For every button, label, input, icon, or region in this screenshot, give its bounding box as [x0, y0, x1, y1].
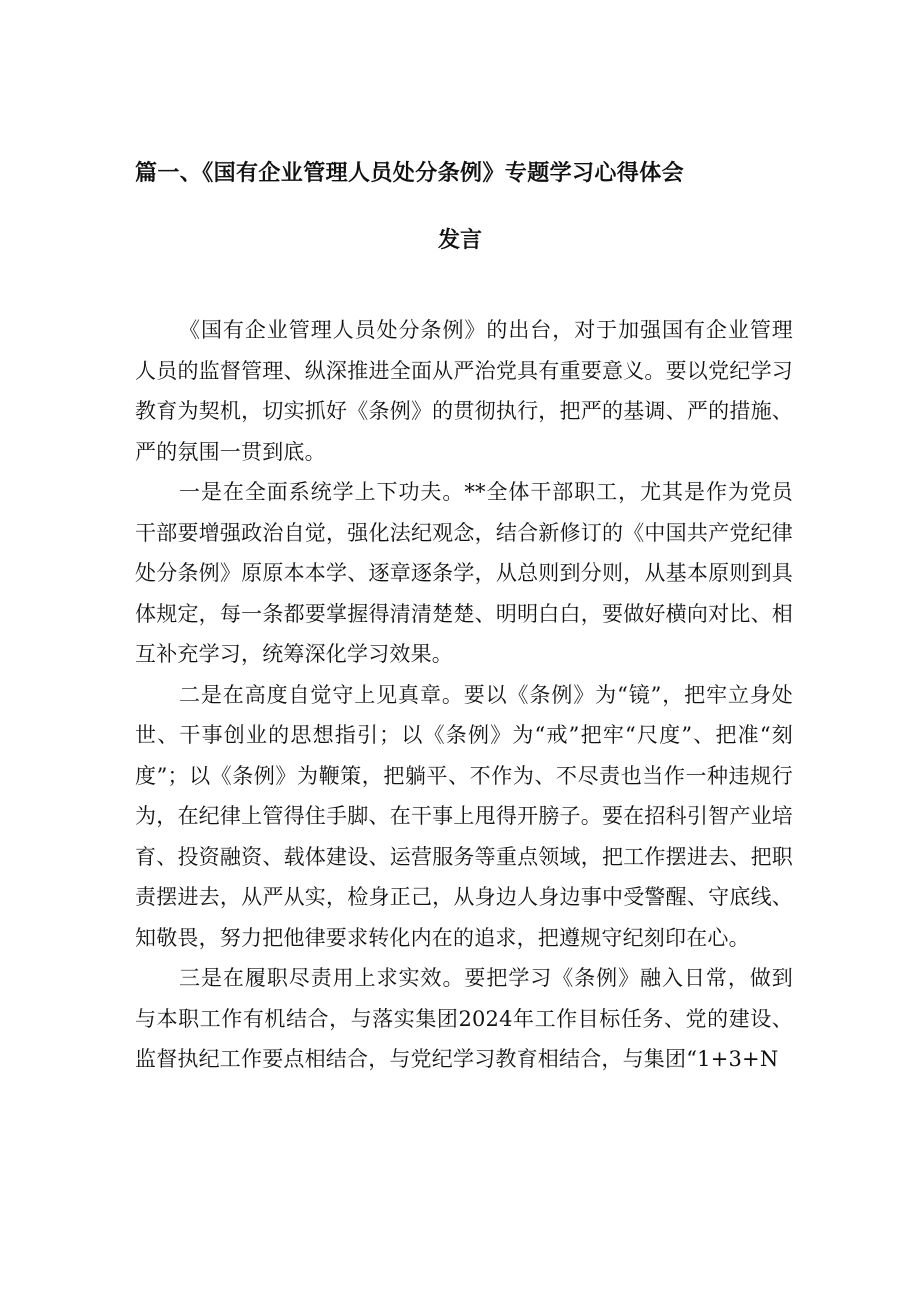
document-body — [135, 310, 793, 1080]
paragraph-point-one: 一是在全面系统学上下功夫。**全体干部职工，尤其是作为党员干部要增强政治自觉，强化法纪观念，结合新修订的《中国共产党纪律处分条例》原原本本学、逐章逐条学，从总则到分则，从基本原则到具体规定，每一条都要掌握得清清楚楚、明明白白，要做好横向对比、相互补充学习，统筹深化学习效果。 — [135, 480, 793, 666]
paragraph-point-two: 二是在高度自觉守上见真章。要以《条例》为“镜”，把牢立身处世、干事创业的思想指引；以《条例》为“戒”把牢“尺度”、把准“刻度”；以《条例》为鞭策，把躺平、不作为、不尽责也当作一种违规行为，在纪律上管得住手脚、在干事上甩得开膀子。要在招科引智产业培育、投资融资、载体建设、运营服务等重点领域，把工作摆进去、把职责摆进去，从严从实，检身正己，从身边人身边事中受警醒、守底线、知敬畏，努力把他律要求转化内在的追求，把遵规守纪刻印在心。 — [135, 682, 793, 950]
paragraph-point-three: 三是在履职尽责用上求实效。要把学习《条例》融入日常，做到与本职工作有机结合，与落实集团2024年工作目标任务、党的建设、监督执纪工作要点相结合，与党纪学习教育相结合，与集团“1+3+N — [135, 966, 793, 1071]
document-title-continued: 发言 — [437, 228, 482, 253]
paragraph-intro: 《国有企业管理人员处分条例》的出台，对于加强国有企业管理人员的监督管理、纵深推进全面从严治党具有重要意义。要以党纪学习教育为契机，切实抓好《条例》的贯彻执行，把严的基调、严的措施、严的氛围一贯到底。 — [135, 318, 793, 464]
document-title: 篇一、《国有企业管理人员处分条例》专题学习心得体会 — [135, 161, 685, 186]
